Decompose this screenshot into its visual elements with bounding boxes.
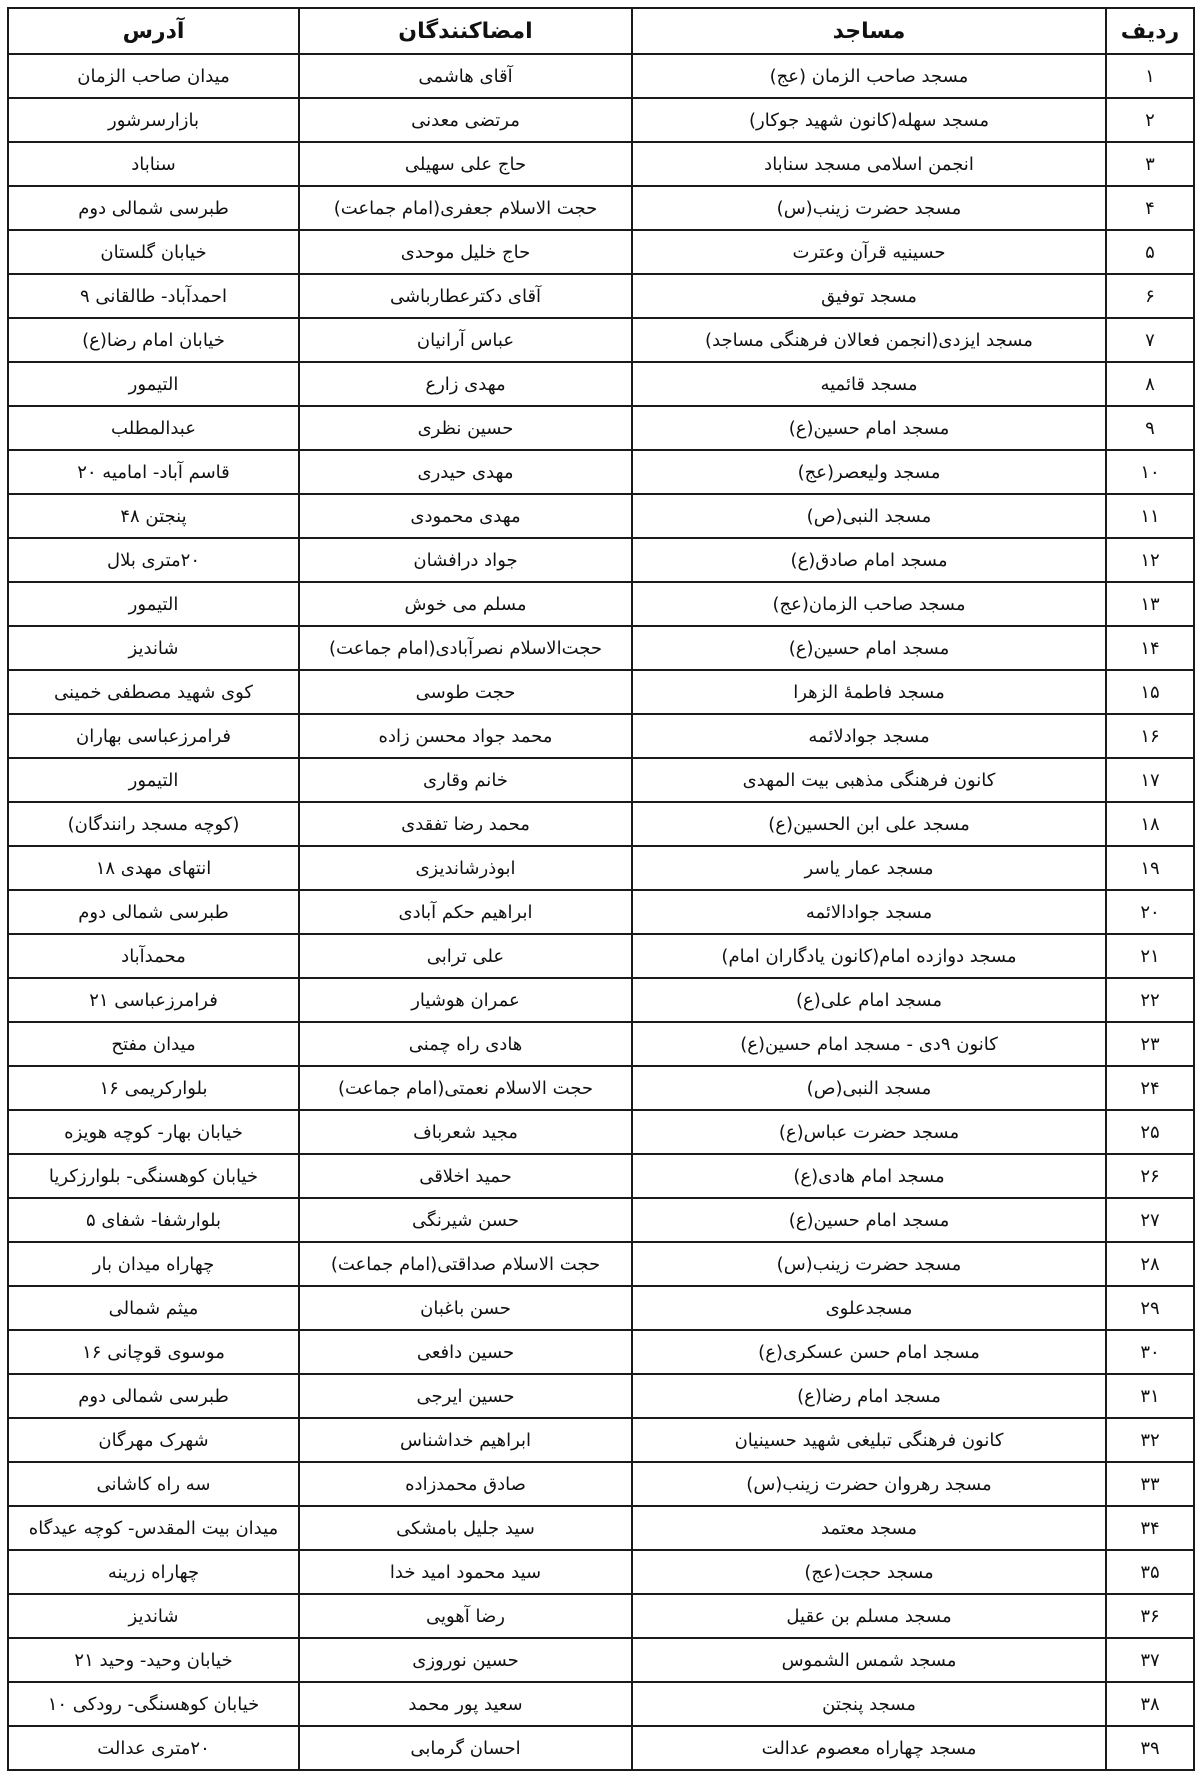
cell-radif: ۳۱ — [1106, 1374, 1194, 1418]
cell-mosque: مسجد مسلم بن عقیل — [632, 1594, 1106, 1638]
cell-address: خیابان وحید- وحید ۲۱ — [8, 1638, 299, 1682]
table-row — [8, 1594, 1194, 1638]
cell-mosque: مسجد حضرت زینب(س) — [632, 186, 1106, 230]
cell-mosque: مسجد عمار یاسر — [632, 846, 1106, 890]
cell-radif: ۹ — [1106, 406, 1194, 450]
cell-address: خیابان کوهسنگی- بلوارزکریا — [8, 1154, 299, 1198]
mosques-table — [7, 7, 1195, 1771]
cell-mosque: مسجد شمس الشموس — [632, 1638, 1106, 1682]
cell-signer: احسان گرمابی — [299, 1726, 632, 1770]
cell-address: شاندیز — [8, 1594, 299, 1638]
table-row — [8, 670, 1194, 714]
cell-address: طبرسی شمالی دوم — [8, 1374, 299, 1418]
cell-mosque: مسجد امام حسین(ع) — [632, 626, 1106, 670]
cell-mosque: مسجدعلوی — [632, 1286, 1106, 1330]
cell-signer: حسین ایرجی — [299, 1374, 632, 1418]
cell-signer: حجت طوسی — [299, 670, 632, 714]
cell-mosque: مسجد ایزدی(انجمن فعالان فرهنگی مساجد) — [632, 318, 1106, 362]
cell-signer: حجت الاسلام صداقتی(امام جماعت) — [299, 1242, 632, 1286]
table-row — [8, 54, 1194, 98]
cell-radif: ۱۵ — [1106, 670, 1194, 714]
cell-signer: حسن باغبان — [299, 1286, 632, 1330]
cell-mosque: مسجد امام حسین(ع) — [632, 1198, 1106, 1242]
cell-address: احمدآباد- طالقانی ۹ — [8, 274, 299, 318]
cell-radif: ۱۶ — [1106, 714, 1194, 758]
table-row — [8, 142, 1194, 186]
cell-address: سناباد — [8, 142, 299, 186]
cell-mosque: مسجد حضرت زینب(س) — [632, 1242, 1106, 1286]
cell-signer: هادی راه چمنی — [299, 1022, 632, 1066]
header-mosques: مساجد — [632, 8, 1106, 54]
cell-signer: حجت الاسلام جعفری(امام جماعت) — [299, 186, 632, 230]
cell-signer: سعید پور محمد — [299, 1682, 632, 1726]
cell-address: پنجتن ۴۸ — [8, 494, 299, 538]
cell-signer: مرتضی معدنی — [299, 98, 632, 142]
cell-address: طبرسی شمالی دوم — [8, 890, 299, 934]
cell-mosque: کانون فرهنگی تبلیغی شهید حسینیان — [632, 1418, 1106, 1462]
cell-mosque: مسجد دوازده امام(کانون یادگاران امام) — [632, 934, 1106, 978]
cell-signer: حسین دافعی — [299, 1330, 632, 1374]
cell-signer: خانم وقاری — [299, 758, 632, 802]
cell-signer: عمران هوشیار — [299, 978, 632, 1022]
cell-signer: محمد رضا تفقدی — [299, 802, 632, 846]
cell-radif: ۷ — [1106, 318, 1194, 362]
cell-signer: علی ترابی — [299, 934, 632, 978]
cell-signer: آقای دکترعطارباشی — [299, 274, 632, 318]
cell-address: خیابان بهار- کوچه هویزه — [8, 1110, 299, 1154]
cell-signer: جواد درافشان — [299, 538, 632, 582]
cell-mosque: مسجد حضرت عباس(ع) — [632, 1110, 1106, 1154]
table-row — [8, 538, 1194, 582]
cell-radif: ۲ — [1106, 98, 1194, 142]
cell-address: فرامرزعباسی بهاران — [8, 714, 299, 758]
table-row — [8, 362, 1194, 406]
cell-address: التیمور — [8, 758, 299, 802]
cell-mosque: مسجد معتمد — [632, 1506, 1106, 1550]
cell-radif: ۱۴ — [1106, 626, 1194, 670]
cell-address: خیابان امام رضا(ع) — [8, 318, 299, 362]
cell-signer: مسلم می خوش — [299, 582, 632, 626]
cell-radif: ۱۸ — [1106, 802, 1194, 846]
cell-radif: ۳۲ — [1106, 1418, 1194, 1462]
cell-address: میدان صاحب الزمان — [8, 54, 299, 98]
cell-signer: رضا آهویی — [299, 1594, 632, 1638]
cell-radif: ۳۹ — [1106, 1726, 1194, 1770]
cell-address: فرامرزعباسی ۲۱ — [8, 978, 299, 1022]
cell-radif: ۲۲ — [1106, 978, 1194, 1022]
cell-signer: حجت الاسلام نعمتی(امام جماعت) — [299, 1066, 632, 1110]
cell-address: میدان مفتح — [8, 1022, 299, 1066]
cell-address: میدان بیت المقدس- کوچه عیدگاه — [8, 1506, 299, 1550]
table-row — [8, 494, 1194, 538]
cell-mosque: مسجد فاطمهٔ الزهرا — [632, 670, 1106, 714]
cell-address: سه راه کاشانی — [8, 1462, 299, 1506]
cell-mosque: مسجد جوادالائمه — [632, 890, 1106, 934]
cell-mosque: مسجد سهله(کانون شهید جوکار) — [632, 98, 1106, 142]
cell-signer: عباس آرانیان — [299, 318, 632, 362]
table-row — [8, 626, 1194, 670]
cell-radif: ۲۸ — [1106, 1242, 1194, 1286]
cell-mosque: مسجد رهروان حضرت زینب(س) — [632, 1462, 1106, 1506]
table-row — [8, 1110, 1194, 1154]
cell-signer: حجت‌الاسلام نصرآبادی(امام جماعت) — [299, 626, 632, 670]
table-row — [8, 1198, 1194, 1242]
cell-address: بازارسرشور — [8, 98, 299, 142]
table-row — [8, 186, 1194, 230]
header-address: آدرس — [8, 8, 299, 54]
cell-radif: ۲۱ — [1106, 934, 1194, 978]
cell-mosque: مسجد جوادلائمه — [632, 714, 1106, 758]
cell-signer: حاج خلیل موحدی — [299, 230, 632, 274]
cell-mosque: کانون فرهنگی مذهبی بیت المهدی — [632, 758, 1106, 802]
table-row — [8, 1154, 1194, 1198]
cell-mosque: مسجد ولیعصر(عج) — [632, 450, 1106, 494]
cell-signer: ابراهیم حکم آبادی — [299, 890, 632, 934]
cell-signer: مهدی زارع — [299, 362, 632, 406]
cell-radif: ۳۷ — [1106, 1638, 1194, 1682]
cell-radif: ۳۰ — [1106, 1330, 1194, 1374]
cell-radif: ۳۵ — [1106, 1550, 1194, 1594]
cell-address: چهاراه میدان بار — [8, 1242, 299, 1286]
cell-address: ۲۰متری عدالت — [8, 1726, 299, 1770]
cell-address: میثم شمالی — [8, 1286, 299, 1330]
cell-signer: ابراهیم خداشناس — [299, 1418, 632, 1462]
cell-mosque: مسجد حجت(عج) — [632, 1550, 1106, 1594]
cell-signer: مهدی حیدری — [299, 450, 632, 494]
cell-address: ۲۰متری بلال — [8, 538, 299, 582]
cell-mosque: مسجد امام حسین(ع) — [632, 406, 1106, 450]
table-row — [8, 406, 1194, 450]
table-body — [8, 54, 1194, 1770]
cell-address: انتهای مهدی ۱۸ — [8, 846, 299, 890]
cell-radif: ۴ — [1106, 186, 1194, 230]
cell-address: خیابان گلستان — [8, 230, 299, 274]
table-row — [8, 934, 1194, 978]
table-row — [8, 1638, 1194, 1682]
header-radif: ردیف — [1106, 8, 1194, 54]
cell-radif: ۲۷ — [1106, 1198, 1194, 1242]
cell-radif: ۱۱ — [1106, 494, 1194, 538]
cell-mosque: مسجد امام علی(ع) — [632, 978, 1106, 1022]
cell-radif: ۱۰ — [1106, 450, 1194, 494]
cell-mosque: مسجد امام هادی(ع) — [632, 1154, 1106, 1198]
cell-address: التیمور — [8, 362, 299, 406]
table-row — [8, 1330, 1194, 1374]
cell-radif: ۱۹ — [1106, 846, 1194, 890]
table-row — [8, 1374, 1194, 1418]
cell-mosque: مسجد امام حسن عسکری(ع) — [632, 1330, 1106, 1374]
table-row — [8, 714, 1194, 758]
table-row — [8, 1726, 1194, 1770]
cell-radif: ۱۲ — [1106, 538, 1194, 582]
cell-signer: صادق محمدزاده — [299, 1462, 632, 1506]
cell-signer: مهدی محمودی — [299, 494, 632, 538]
cell-mosque: مسجد النبی(ص) — [632, 1066, 1106, 1110]
cell-mosque: مسجد چهاراه معصوم عدالت — [632, 1726, 1106, 1770]
cell-radif: ۶ — [1106, 274, 1194, 318]
cell-radif: ۱ — [1106, 54, 1194, 98]
cell-mosque: مسجد توفیق — [632, 274, 1106, 318]
cell-radif: ۳ — [1106, 142, 1194, 186]
table-row — [8, 318, 1194, 362]
cell-radif: ۳۶ — [1106, 1594, 1194, 1638]
cell-address: بلوارشفا- شفای ۵ — [8, 1198, 299, 1242]
table-row — [8, 978, 1194, 1022]
table-row — [8, 98, 1194, 142]
cell-mosque: مسجد پنجتن — [632, 1682, 1106, 1726]
table-row — [8, 802, 1194, 846]
cell-radif: ۳۸ — [1106, 1682, 1194, 1726]
cell-radif: ۱۳ — [1106, 582, 1194, 626]
cell-mosque: مسجد امام رضا(ع) — [632, 1374, 1106, 1418]
table-row — [8, 758, 1194, 802]
cell-signer: محمد جواد محسن زاده — [299, 714, 632, 758]
cell-address: التیمور — [8, 582, 299, 626]
cell-address: بلوارکریمی ۱۶ — [8, 1066, 299, 1110]
cell-address: طبرسی شمالی دوم — [8, 186, 299, 230]
table-row — [8, 1682, 1194, 1726]
table-row — [8, 1462, 1194, 1506]
cell-radif: ۲۶ — [1106, 1154, 1194, 1198]
table-row — [8, 846, 1194, 890]
cell-mosque: مسجد صاحب الزمان(عج) — [632, 582, 1106, 626]
cell-address: شاندیز — [8, 626, 299, 670]
cell-address: خیابان کوهسنگی- رودکی ۱۰ — [8, 1682, 299, 1726]
cell-signer: مجید شعرباف — [299, 1110, 632, 1154]
cell-mosque: مسجد قائمیه — [632, 362, 1106, 406]
cell-signer: حسن شیرنگی — [299, 1198, 632, 1242]
cell-signer: سید محمود امید خدا — [299, 1550, 632, 1594]
cell-mosque: مسجد النبی(ص) — [632, 494, 1106, 538]
cell-mosque: مسجد امام صادق(ع) — [632, 538, 1106, 582]
cell-radif: ۵ — [1106, 230, 1194, 274]
table-row — [8, 1550, 1194, 1594]
cell-address: قاسم آباد- امامیه ۲۰ — [8, 450, 299, 494]
cell-radif: ۲۹ — [1106, 1286, 1194, 1330]
table-row — [8, 1022, 1194, 1066]
table-row — [8, 230, 1194, 274]
cell-signer: حمید اخلاقی — [299, 1154, 632, 1198]
cell-address: شهرک مهرگان — [8, 1418, 299, 1462]
header-signers: امضاکنندگان — [299, 8, 632, 54]
cell-signer: حسین نظری — [299, 406, 632, 450]
cell-mosque: حسینیه قرآن وعترت — [632, 230, 1106, 274]
cell-radif: ۱۷ — [1106, 758, 1194, 802]
cell-radif: ۳۴ — [1106, 1506, 1194, 1550]
cell-address: عبدالمطلب — [8, 406, 299, 450]
cell-address: موسوی قوچانی ۱۶ — [8, 1330, 299, 1374]
cell-signer: آقای هاشمی — [299, 54, 632, 98]
cell-radif: ۲۳ — [1106, 1022, 1194, 1066]
table-row — [8, 582, 1194, 626]
cell-signer: سید جلیل بامشکی — [299, 1506, 632, 1550]
cell-radif: ۲۴ — [1106, 1066, 1194, 1110]
cell-mosque: مسجد علی ابن الحسین(ع) — [632, 802, 1106, 846]
cell-signer: ابوذرشاندیزی — [299, 846, 632, 890]
cell-address: کوی شهید مصطفی خمینی — [8, 670, 299, 714]
cell-radif: ۲۰ — [1106, 890, 1194, 934]
cell-mosque: کانون ۹دی - مسجد امام حسین(ع) — [632, 1022, 1106, 1066]
cell-mosque: مسجد صاحب الزمان (عج) — [632, 54, 1106, 98]
cell-address: (کوچه مسجد رانندگان) — [8, 802, 299, 846]
table-row — [8, 1242, 1194, 1286]
table-row — [8, 1286, 1194, 1330]
table-row — [8, 1066, 1194, 1110]
table-row — [8, 890, 1194, 934]
cell-signer: حسین نوروزی — [299, 1638, 632, 1682]
cell-address: چهاراه زرینه — [8, 1550, 299, 1594]
table-header-row — [8, 8, 1194, 54]
cell-radif: ۲۵ — [1106, 1110, 1194, 1154]
table-row — [8, 1506, 1194, 1550]
cell-mosque: انجمن اسلامی مسجد سناباد — [632, 142, 1106, 186]
table-row — [8, 450, 1194, 494]
cell-radif: ۳۳ — [1106, 1462, 1194, 1506]
cell-address: محمدآباد — [8, 934, 299, 978]
cell-signer: حاج علی سهیلی — [299, 142, 632, 186]
cell-radif: ۸ — [1106, 362, 1194, 406]
mosques-table-container — [7, 7, 1193, 1770]
table-row — [8, 1418, 1194, 1462]
table-row — [8, 274, 1194, 318]
